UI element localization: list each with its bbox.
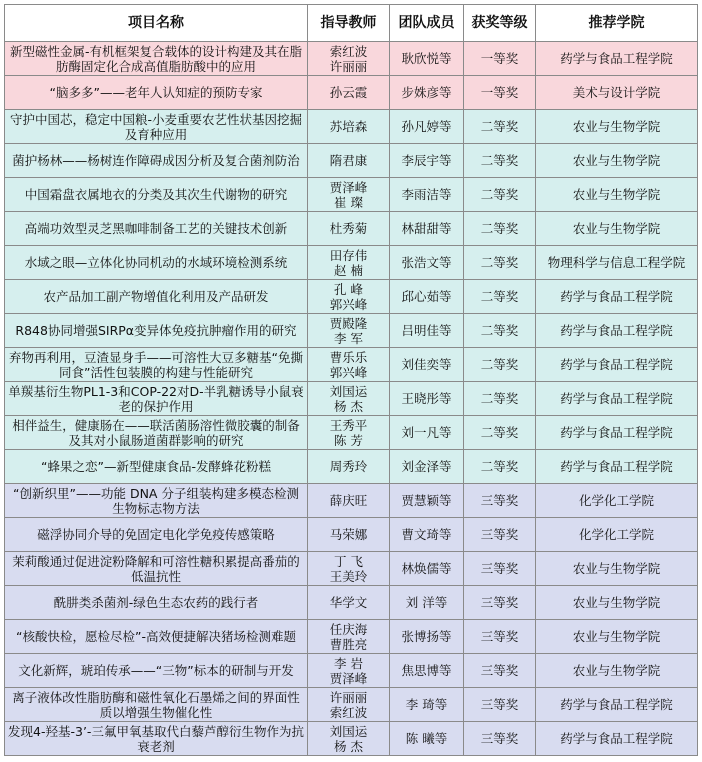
table-row xyxy=(5,246,698,280)
project-name-cell: 离子液体改性脂肪酶和磁性氧化石墨烯之间的界面性质以增强生物催化性 xyxy=(5,688,308,722)
members-cell: 张博扬等 xyxy=(390,620,464,654)
teacher-cell xyxy=(308,42,390,76)
award-level-cell: 三等奖 xyxy=(464,518,536,552)
award-level-cell: 二等奖 xyxy=(464,212,536,246)
members-cell: 贾慧颖等 xyxy=(390,484,464,518)
teacher-cell xyxy=(308,212,390,246)
teacher-cell xyxy=(308,654,390,688)
project-name-cell: 弃物再利用，豆渣显身手——可溶性大豆多糖基“免撕同食”活性包装膜的构建与性能研究 xyxy=(5,348,308,382)
teacher-cell xyxy=(308,518,390,552)
teacher-name: 索红波 xyxy=(329,704,368,720)
table-row xyxy=(5,314,698,348)
teacher-name: 丁 飞 xyxy=(334,553,363,569)
members-cell: 焦思博等 xyxy=(390,654,464,688)
table-row xyxy=(5,552,698,586)
award-table-container xyxy=(4,4,698,756)
award-table xyxy=(4,4,698,756)
teacher-name: 薛庆旺 xyxy=(329,493,368,508)
project-name-cell: 新型磁性金属-有机框架复合载体的设计构建及其在脂肪酶固定化合成高值脂肪酸中的应用 xyxy=(5,42,308,76)
header-members: 团队成员 xyxy=(390,5,464,42)
table-row xyxy=(5,212,698,246)
project-name-cell: 磁浮协同介导的免固定电化学免疫传感策略 xyxy=(5,518,308,552)
college-cell: 药学与食品工程学院 xyxy=(536,42,698,76)
college-cell: 药学与食品工程学院 xyxy=(536,348,698,382)
teacher-name: 孙云霞 xyxy=(329,85,368,100)
college-cell: 药学与食品工程学院 xyxy=(536,722,698,756)
award-level-cell: 三等奖 xyxy=(464,552,536,586)
teacher-cell xyxy=(308,382,390,416)
members-cell: 邱心茹等 xyxy=(390,280,464,314)
project-name-cell: 农产品加工副产物增值化利用及产品研发 xyxy=(5,280,308,314)
teacher-cell xyxy=(308,348,390,382)
college-cell: 农业与生物学院 xyxy=(536,178,698,212)
table-row xyxy=(5,110,698,144)
table-row xyxy=(5,450,698,484)
table-row xyxy=(5,382,698,416)
project-name-cell: 酰肼类杀菌剂-绿色生态农药的践行者 xyxy=(5,586,308,620)
teacher-name: 崔 璨 xyxy=(334,194,363,210)
college-cell: 农业与生物学院 xyxy=(536,620,698,654)
members-cell: 刘佳奕等 xyxy=(390,348,464,382)
project-name-cell: “脑多多”——老年人认知症的预防专家 xyxy=(5,76,308,110)
teacher-cell xyxy=(308,620,390,654)
header-award-level: 获奖等级 xyxy=(464,5,536,42)
award-level-cell: 一等奖 xyxy=(464,42,536,76)
members-cell: 步姝彦等 xyxy=(390,76,464,110)
table-row xyxy=(5,688,698,722)
teacher-name: 刘国运 xyxy=(329,723,368,739)
members-cell: 林焕儒等 xyxy=(390,552,464,586)
table-row xyxy=(5,178,698,212)
award-level-cell: 三等奖 xyxy=(464,688,536,722)
teacher-name: 隋君康 xyxy=(329,153,368,168)
header-row xyxy=(5,5,698,42)
teacher-cell xyxy=(308,246,390,280)
teacher-cell xyxy=(308,450,390,484)
teacher-name: 李 军 xyxy=(334,330,363,346)
award-level-cell: 二等奖 xyxy=(464,144,536,178)
college-cell: 农业与生物学院 xyxy=(536,110,698,144)
members-cell: 张浩文等 xyxy=(390,246,464,280)
teacher-name: 曹乐乐 xyxy=(329,349,368,365)
header-college: 推荐学院 xyxy=(536,5,698,42)
award-level-cell: 二等奖 xyxy=(464,110,536,144)
project-name-cell: R848协同增强SIRPα变异体免疫抗肿瘤作用的研究 xyxy=(5,314,308,348)
college-cell: 农业与生物学院 xyxy=(536,212,698,246)
teacher-name: 郭兴峰 xyxy=(329,296,368,312)
project-name-cell: “核酸快检，愿检尽检”-高效便捷解决猪场检测难题 xyxy=(5,620,308,654)
teacher-cell xyxy=(308,416,390,450)
teacher-name: 孔 峰 xyxy=(334,281,363,297)
teacher-name: 许丽丽 xyxy=(329,689,368,705)
members-cell: 林甜甜等 xyxy=(390,212,464,246)
members-cell: 王晓彤等 xyxy=(390,382,464,416)
table-row xyxy=(5,484,698,518)
members-cell: 耿欣悦等 xyxy=(390,42,464,76)
members-cell: 李辰宇等 xyxy=(390,144,464,178)
table-row xyxy=(5,76,698,110)
college-cell: 药学与食品工程学院 xyxy=(536,416,698,450)
project-name-cell: 中国霜盘衣属地衣的分类及其次生代谢物的研究 xyxy=(5,178,308,212)
members-cell: 刘 洋等 xyxy=(390,586,464,620)
teacher-name: 王美玲 xyxy=(329,568,368,584)
award-level-cell: 二等奖 xyxy=(464,246,536,280)
header-teacher: 指导教师 xyxy=(308,5,390,42)
award-level-cell: 三等奖 xyxy=(464,654,536,688)
teacher-cell xyxy=(308,722,390,756)
table-row xyxy=(5,42,698,76)
teacher-name: 曹胜亮 xyxy=(329,636,368,652)
teacher-cell xyxy=(308,688,390,722)
project-name-cell: 水域之眼—立体化协同机动的水域环境检测系统 xyxy=(5,246,308,280)
teacher-name: 杨 杰 xyxy=(334,398,363,414)
college-cell: 美术与设计学院 xyxy=(536,76,698,110)
teacher-name: 杜秀菊 xyxy=(329,221,368,236)
members-cell: 李 琦等 xyxy=(390,688,464,722)
table-row xyxy=(5,416,698,450)
teacher-cell xyxy=(308,280,390,314)
teacher-cell xyxy=(308,144,390,178)
project-name-cell: 茉莉酸通过促进淀粉降解和可溶性糖积累提高番茄的低温抗性 xyxy=(5,552,308,586)
award-level-cell: 二等奖 xyxy=(464,348,536,382)
teacher-name: 王秀平 xyxy=(329,417,368,433)
teacher-name: 刘国运 xyxy=(329,383,368,399)
college-cell: 农业与生物学院 xyxy=(536,586,698,620)
award-level-cell: 二等奖 xyxy=(464,450,536,484)
project-name-cell: 相伴益生，健康肠在——联活菌肠溶性微胶囊的制备及其对小鼠肠道菌群影响的研究 xyxy=(5,416,308,450)
project-name-cell: “蜂果之恋”—新型健康食品-发酵蜂花粉糕 xyxy=(5,450,308,484)
project-name-cell: “创新织里”——功能 DNA 分子组装构建多模态检测生物标志物方法 xyxy=(5,484,308,518)
teacher-name: 赵 楠 xyxy=(334,262,363,278)
teacher-name: 华学文 xyxy=(329,595,368,610)
teacher-name: 马荣娜 xyxy=(329,527,368,542)
header-project-name: 项目名称 xyxy=(5,5,308,42)
project-name-cell: 菌护杨林——杨树连作障碍成因分析及复合菌剂防治 xyxy=(5,144,308,178)
teacher-name: 陈 芳 xyxy=(334,432,363,448)
teacher-name: 任庆海 xyxy=(329,621,368,637)
teacher-cell xyxy=(308,110,390,144)
table-row xyxy=(5,620,698,654)
award-level-cell: 一等奖 xyxy=(464,76,536,110)
table-body xyxy=(5,42,698,756)
college-cell: 药学与食品工程学院 xyxy=(536,382,698,416)
members-cell: 李雨洁等 xyxy=(390,178,464,212)
project-name-cell: 文化新辉，琥珀传承——“三物”标本的研制与开发 xyxy=(5,654,308,688)
members-cell: 曹文琦等 xyxy=(390,518,464,552)
college-cell: 农业与生物学院 xyxy=(536,144,698,178)
teacher-name: 苏培森 xyxy=(329,119,368,134)
college-cell: 农业与生物学院 xyxy=(536,654,698,688)
teacher-cell xyxy=(308,178,390,212)
award-level-cell: 二等奖 xyxy=(464,314,536,348)
college-cell: 药学与食品工程学院 xyxy=(536,280,698,314)
teacher-cell xyxy=(308,484,390,518)
college-cell: 物理科学与信息工程学院 xyxy=(536,246,698,280)
teacher-name: 田存伟 xyxy=(329,247,368,263)
teacher-cell xyxy=(308,76,390,110)
teacher-cell xyxy=(308,586,390,620)
project-name-cell: 单羰基衍生物PL1-3和COP-22对D-半乳糖诱导小鼠衰老的保护作用 xyxy=(5,382,308,416)
award-level-cell: 二等奖 xyxy=(464,416,536,450)
teacher-name: 贾泽峰 xyxy=(329,670,368,686)
award-level-cell: 二等奖 xyxy=(464,382,536,416)
project-name-cell: 发现4-羟基-3’-三氟甲氧基取代白藜芦醇衍生物作为抗衰老剂 xyxy=(5,722,308,756)
members-cell: 吕明佳等 xyxy=(390,314,464,348)
college-cell: 药学与食品工程学院 xyxy=(536,450,698,484)
award-level-cell: 二等奖 xyxy=(464,178,536,212)
teacher-name: 郭兴峰 xyxy=(329,364,368,380)
table-row xyxy=(5,144,698,178)
teacher-cell xyxy=(308,314,390,348)
members-cell: 刘金泽等 xyxy=(390,450,464,484)
teacher-name: 索红波 xyxy=(329,43,368,59)
teacher-name: 许丽丽 xyxy=(329,58,368,74)
table-row xyxy=(5,722,698,756)
teacher-cell xyxy=(308,552,390,586)
table-row xyxy=(5,518,698,552)
college-cell: 药学与食品工程学院 xyxy=(536,314,698,348)
award-level-cell: 三等奖 xyxy=(464,620,536,654)
award-level-cell: 三等奖 xyxy=(464,586,536,620)
project-name-cell: 守护中国芯，稳定中国粮-小麦重要农艺性状基因挖掘及育种应用 xyxy=(5,110,308,144)
teacher-name: 贾殿隆 xyxy=(329,315,368,331)
teacher-name: 杨 杰 xyxy=(334,738,363,754)
college-cell: 化学化工学院 xyxy=(536,484,698,518)
members-cell: 刘一凡等 xyxy=(390,416,464,450)
college-cell: 化学化工学院 xyxy=(536,518,698,552)
teacher-name: 李 岩 xyxy=(334,655,363,671)
members-cell: 陈 曦等 xyxy=(390,722,464,756)
college-cell: 农业与生物学院 xyxy=(536,552,698,586)
table-row xyxy=(5,586,698,620)
college-cell: 药学与食品工程学院 xyxy=(536,688,698,722)
award-level-cell: 二等奖 xyxy=(464,280,536,314)
table-row xyxy=(5,654,698,688)
award-level-cell: 三等奖 xyxy=(464,722,536,756)
members-cell: 孙凡婷等 xyxy=(390,110,464,144)
project-name-cell: 高端功效型灵芝黑咖啡制备工艺的关键技术创新 xyxy=(5,212,308,246)
table-row xyxy=(5,348,698,382)
award-level-cell: 三等奖 xyxy=(464,484,536,518)
teacher-name: 周秀玲 xyxy=(329,459,368,474)
table-row xyxy=(5,280,698,314)
teacher-name: 贾泽峰 xyxy=(329,179,368,195)
